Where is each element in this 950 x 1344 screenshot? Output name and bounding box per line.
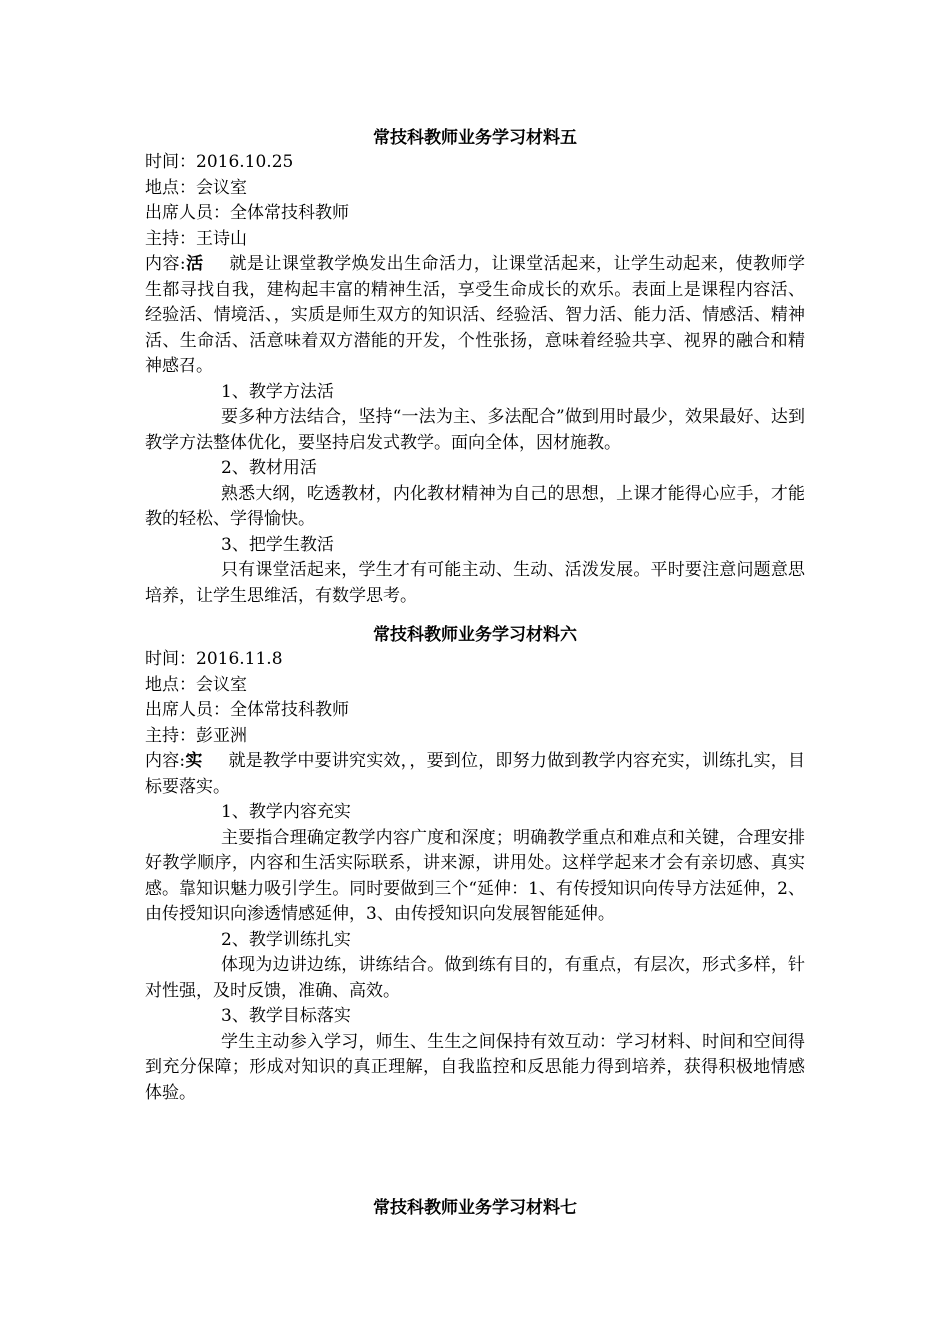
item-body: 熟悉大纲，吃透教材，内化教材精神为自己的思想，上课才能得心应手，才能教的轻松、学得愉快。 — [145, 483, 805, 529]
item-heading: 2、教学训练扎实 — [221, 929, 351, 950]
item-body: 主要指合理确定教学内容广度和深度；明确教学重点和难点和关键，合理安排好教学顺序，内容和生活实际联系，讲来源，讲用处。这样学起来才会有亲切感、真实感。靠知识魅力吸引学生。同时要做到三个“延伸：1、有传授知识向传导方法延伸，2、由传授知识向渗透情感延伸，3、由传授知识向发展智能延伸。 — [145, 827, 805, 924]
content-text: 就是让课堂教学焕发出生命活力，让课堂活起来，让学生动起来，使教师学生都寻找自我，建构起丰富的精神生活，享受生命成长的欢乐。表面上是课程内容活、经验活、情境活、，实质是师生双方的知识活、经验活、智力活、能力活、情感活、精神活、生命活、活意味着双方潜能的开发，个性张扬，意味着经验共享、视界的融合和精神感召。 — [145, 254, 806, 376]
meeting-place: 地点：会议室 — [145, 674, 247, 695]
section-title: 常技科教师业务学习材料六 — [373, 625, 577, 645]
item-body: 只有课堂活起来，学生才有可能主动、生动、活泼发展。平时要注意问题意思培养，让学生思维活，有数学思考。 — [145, 560, 805, 606]
meeting-host: 主持：彭亚洲 — [145, 725, 247, 746]
item-heading: 2、教材用活 — [221, 458, 317, 478]
item-heading: 3、把学生教活 — [221, 534, 334, 555]
meeting-place: 地点：会议室 — [145, 177, 247, 198]
content-paragraph — [145, 252, 805, 380]
meeting-attendees: 出席人员：全体常技科教师 — [145, 203, 349, 223]
content-paragraph — [145, 749, 805, 800]
item-heading: 1、教学内容充实 — [221, 802, 351, 822]
content-text: 就是教学中要讲究实效，，要到位，即努力做到教学内容充实，训练扎实，目标要落实。 — [145, 751, 806, 797]
meeting-attendees: 出席人员：全体常技科教师 — [145, 700, 349, 720]
content-keyword: 活 — [185, 254, 204, 274]
section-body — [145, 150, 805, 609]
section-title: 常技科教师业务学习材料五 — [373, 128, 577, 148]
content-label: 内容: — [145, 254, 186, 274]
item-body: 学生主动参入学习，师生、生生之间保持有效互动：学习材料、时间和空间得到充分保障；形成对知识的真正理解，自我监控和反思能力得到培养，获得积极地情感体验。 — [145, 1031, 805, 1103]
item-body: 体现为边讲边练，讲练结合。做到练有目的，有重点，有层次，形式多样，针对性强，及时反馈，准确、高效。 — [145, 955, 805, 1001]
item-heading: 1、教学方法活 — [221, 381, 334, 402]
content-label: 内容: — [145, 751, 186, 771]
meeting-time: 时间：2016.11.8 — [145, 649, 283, 669]
meeting-time: 时间：2016.10.25 — [145, 152, 294, 172]
meeting-host: 主持：王诗山 — [145, 228, 247, 249]
item-body: 要多种方法结合，坚持“一法为主、多法配合”做到用时最少，效果最好、达到教学方法整体优化，要坚持启发式教学。面向全体，因材施教。 — [145, 407, 805, 453]
section-title: 常技科教师业务学习材料七 — [373, 1198, 577, 1218]
item-heading: 3、教学目标落实 — [221, 1006, 351, 1026]
content-keyword: 实 — [185, 751, 203, 771]
section-body — [145, 647, 805, 1106]
